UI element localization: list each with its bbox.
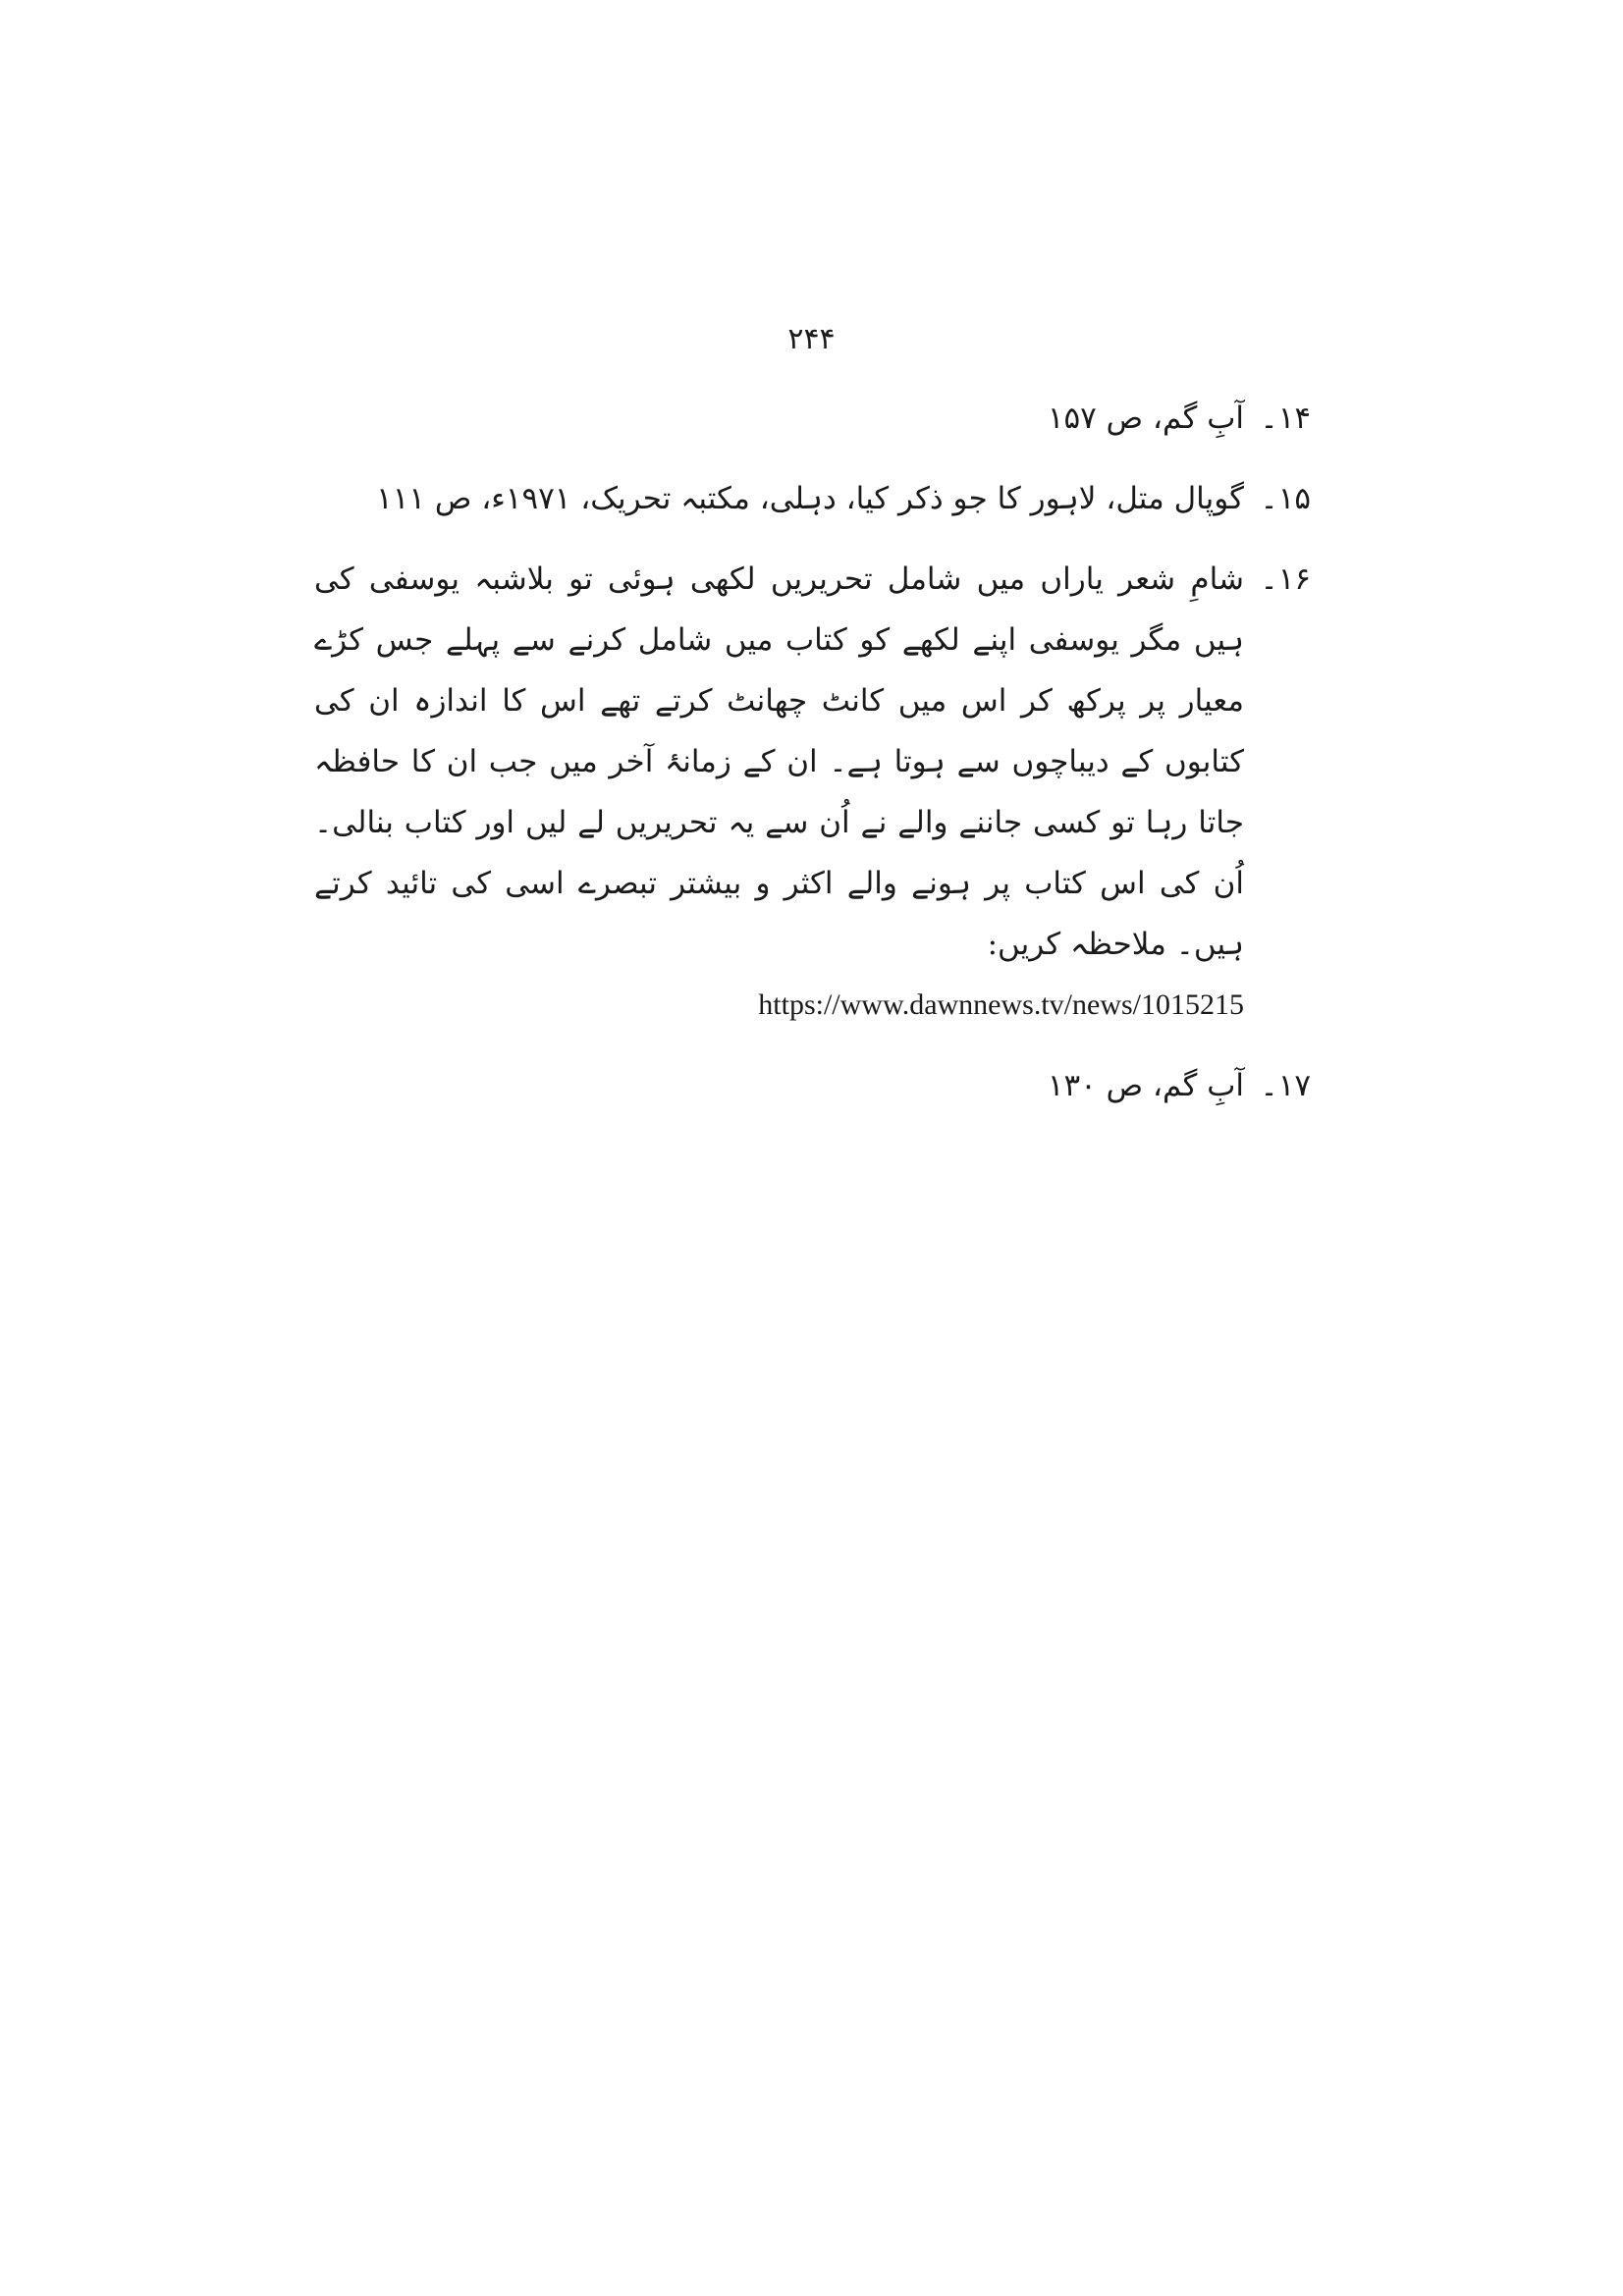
endnote-16 — [314, 549, 1311, 1036]
endnotes-list — [314, 388, 1311, 1136]
endnote-number: ۱۵۔ — [1260, 481, 1311, 516]
endnote-15 — [314, 468, 1311, 529]
endnote-text: آبِ گم، ص ۱۵۷ — [1047, 400, 1244, 436]
endnote-number: ۱۴۔ — [1260, 400, 1311, 436]
endnote-text: آبِ گم، ص ۱۳۰ — [1047, 1068, 1244, 1103]
page-number: ۲۴۴ — [787, 322, 836, 356]
endnote-text: شامِ شعر یاراں میں شامل تحریریں لکھی ہوئی تو بلاشبہ یوسفی کی ہیں مگر یوسفی اپنے لکھے کو کتاب میں شامل کرنے سے پہلے جس کڑے معیار پر پرکھ کر اس میں کانٹ چھانٹ کرتے تھے اس کا اندازہ ان کی کتابوں کے دیباچوں سے ہوتا ہے۔ ان کے زمانۂ آخر میں جب ان کا حافظہ جاتا رہا تو کسی جاننے والے نے اُن سے یہ تحریریں لے لیں اور کتاب بنالی۔ اُن کی اس کتاب پر ہونے والے اکثر و بیشتر تبصرے اسی کی تائید کرتے ہیں۔ ملاحظہ کریں: — [314, 561, 1244, 962]
endnote-number: ۱۷۔ — [1260, 1068, 1311, 1103]
source-url-link[interactable]: https://www.dawnnews.tv/news/1015215 — [758, 988, 1244, 1021]
endnote-text: گوپال متل، لاہور کا جو ذکر کیا، دہلی، مکتبہ تحریک، ۱۹۷۱ء، ص ۱۱۱ — [376, 481, 1244, 516]
endnote-number: ۱۶۔ — [1260, 561, 1311, 597]
endnote-14 — [314, 388, 1311, 449]
endnote-17 — [314, 1055, 1311, 1116]
